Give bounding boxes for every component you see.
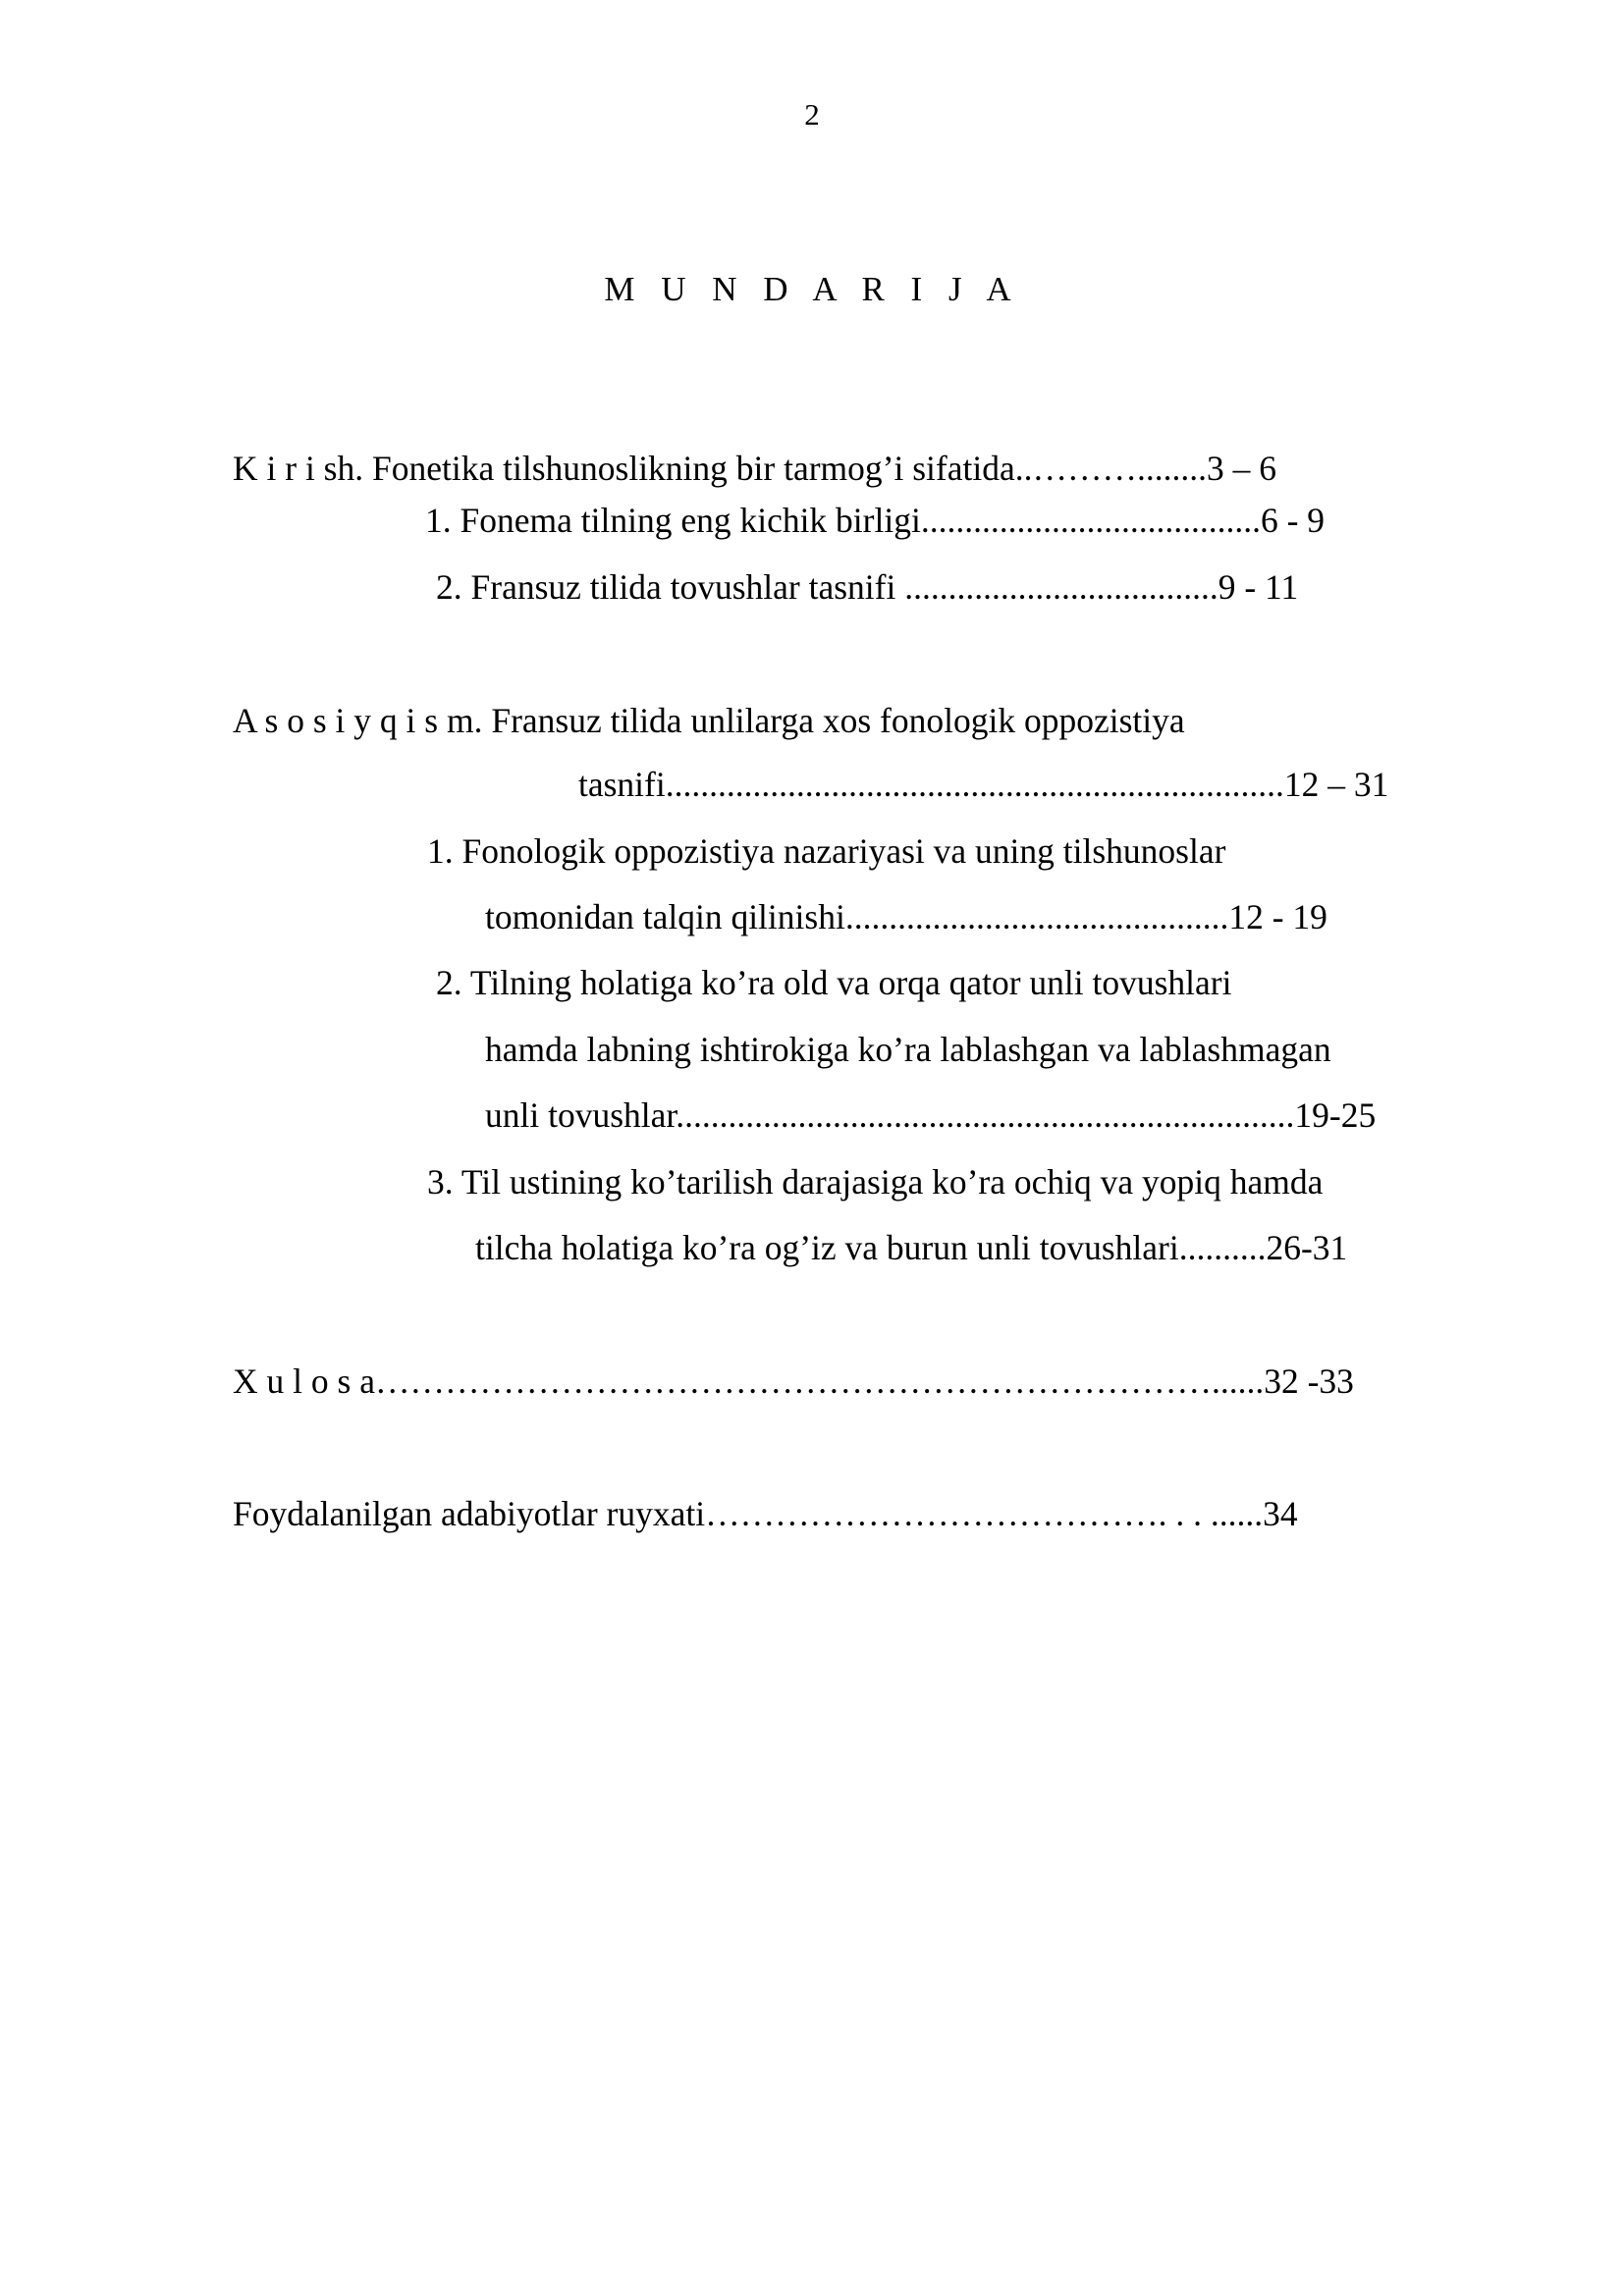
toc-kirish-item-2: 2. Fransuz tilida tovushlar tasnifi ....................................9 - 11 bbox=[436, 567, 1299, 607]
page-title: M U N D A R I J A bbox=[604, 270, 1020, 308]
toc-asosiy-item-2: 2. Tilning holatiga ko’ra old va orqa qator unli tovushlari bbox=[436, 963, 1232, 1002]
toc-asosiy-heading-continued: tasnifi.......................................................................12 – 31 bbox=[578, 765, 1389, 804]
toc-kirish-item-1: 1. Fonema tilning eng kichik birligi.......................................6 - 9 bbox=[425, 501, 1326, 540]
toc-asosiy-item-1-continued: tomonidan talqin qilinishi............................................12 - 19 bbox=[485, 897, 1327, 936]
toc-asosiy-item-2-continued: hamda labning ishtirokiga ko’ra lablashgan va lablashmagan bbox=[485, 1030, 1331, 1069]
toc-kirish-heading: K i r i sh. Fonetika tilshunoslikning bir tarmog’i sifatida..………........3 – 6 bbox=[233, 449, 1276, 488]
toc-asosiy-item-1: 1. Fonologik oppozistiya nazariyasi va uning tilshunoslar bbox=[427, 831, 1226, 871]
toc-xulosa: X u l o s a………………………………………………………………......32 -33 bbox=[233, 1362, 1354, 1401]
toc-asosiy-heading: A s o s i y q i s m. Fransuz tilida unlilarga xos fonologik oppozistiya bbox=[233, 701, 1185, 740]
toc-foydalanilgan-adabiyotlar: Foydalanilgan adabiyotlar ruyxati…………………………………. . . ......34 bbox=[233, 1494, 1298, 1533]
toc-asosiy-item-2-continued-2: unli tovushlar.......................................................................19-25 bbox=[485, 1095, 1377, 1135]
page-number: 2 bbox=[804, 97, 820, 132]
toc-asosiy-item-3-continued: tilcha holatiga ko’ra og’iz va burun unli tovushlari..........26-31 bbox=[475, 1228, 1348, 1267]
toc-asosiy-item-3: 3. Til ustining ko’tarilish darajasiga ko’ra ochiq va yopiq hamda bbox=[427, 1162, 1324, 1201]
